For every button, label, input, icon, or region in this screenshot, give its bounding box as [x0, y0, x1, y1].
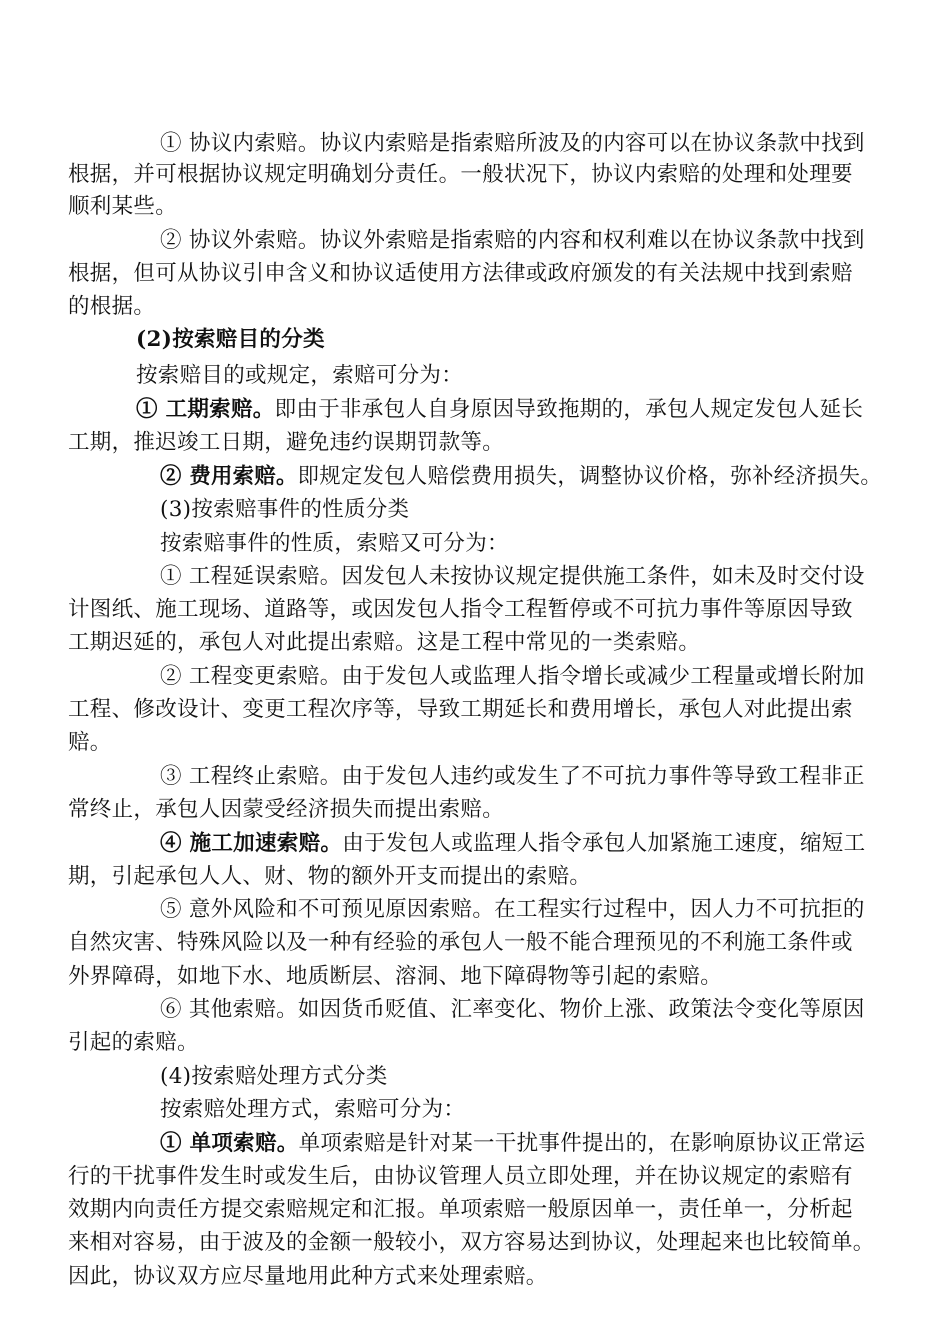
text-line [160, 563, 865, 591]
text-line [68, 863, 591, 891]
text-segment: 行的干扰事件发生时或发生后，由协议管理人员立即处理，并在协议规定的索赔有 [68, 1164, 853, 1189]
bold-text-segment: ① 工期索赔。 [136, 397, 275, 422]
text-line [68, 260, 853, 288]
text-line [68, 161, 853, 189]
text-line [68, 696, 853, 724]
bold-text-segment: (2)按索赔目的分类 [136, 327, 325, 352]
text-segment: 引起的索赔。 [68, 1030, 199, 1055]
text-line [68, 193, 177, 221]
text-line [136, 326, 325, 354]
text-line [160, 763, 865, 791]
text-segment: 常终止，承包人因蒙受经济损失而提出索赔。 [68, 797, 505, 822]
text-line [160, 463, 882, 491]
text-segment: 即由于非承包人自身原因导致拖期的，承包人规定发包人延长 [274, 397, 864, 422]
text-segment: 单项索赔是针对某一干扰事件提出的，在影响原协议正常运 [298, 1131, 866, 1156]
text-segment: 工程、修改设计、变更工程次序等，导致工期延长和费用增长，承包人对此提出索 [68, 697, 853, 722]
text-segment: 根据，但可从协议引申含义和协议适使用方法律或政府颁发的有关法规中找到索赔 [68, 261, 853, 286]
bold-text-segment: ① 单项索赔。 [160, 1131, 299, 1156]
text-line [68, 629, 700, 657]
text-segment: 按索赔事件的性质，索赔又可分为： [160, 531, 509, 556]
text-segment: ② 协议外索赔。协议外索赔是指索赔的内容和权利难以在协议条款中找到 [160, 228, 865, 253]
text-line [68, 963, 722, 991]
text-line [68, 1229, 875, 1257]
text-line [160, 996, 865, 1024]
text-segment: 效期内向责任方提交索赔规定和汇报。单项索赔一般原因单一，责任单一，分析起 [68, 1197, 853, 1222]
text-line [160, 1130, 865, 1158]
text-segment: 根据，并可根据协议规定明确划分责任。一般状况下，协议内索赔的处理和处理要 [68, 162, 853, 187]
text-segment: 来相对容易，由于波及的金额一般较小，双方容易达到协议，处理起来也比较简单。 [68, 1230, 875, 1255]
text-segment: ① 协议内索赔。协议内索赔是指索赔所波及的内容可以在协议条款中找到 [160, 131, 865, 156]
text-segment: ⑤ 意外风险和不可预见原因索赔。在工程实行过程中，因人力不可抗拒的 [160, 897, 865, 922]
text-line [68, 1029, 199, 1057]
text-line [68, 293, 155, 321]
text-line [68, 429, 504, 457]
text-line [160, 1063, 388, 1091]
text-line [68, 1196, 853, 1224]
text-segment: 由于发包人或监理人指令承包人加紧施工速度，缩短工 [342, 831, 866, 856]
text-segment: 按索赔目的或规定，索赔可分为： [136, 363, 464, 388]
text-line [160, 830, 865, 858]
text-line [160, 663, 865, 691]
text-segment: 赔。 [68, 730, 112, 755]
text-segment: 按索赔处理方式，索赔可分为： [160, 1097, 466, 1122]
text-line [68, 596, 853, 624]
text-segment: 计图纸、施工现场、道路等，或因发包人指令工程暂停或不可抗力事件等原因导致 [68, 597, 853, 622]
text-segment: 工期迟延的，承包人对此提出索赔。这是工程中常见的一类索赔。 [68, 630, 701, 655]
text-line [136, 362, 463, 390]
text-segment: ① 工程延误索赔。因发包人未按协议规定提供施工条件，如未及时交付设 [160, 564, 865, 589]
text-segment: ③ 工程终止索赔。由于发包人违约或发生了不可抗力事件等导致工程非正 [160, 764, 865, 789]
text-segment: ⑥ 其他索赔。如因货币贬值、汇率变化、物价上涨、政策法令变化等原因 [160, 997, 865, 1022]
text-line [136, 396, 863, 424]
bold-text-segment: ④ 施工加速索赔。 [160, 831, 343, 856]
text-line [160, 1096, 465, 1124]
text-line [68, 1163, 853, 1191]
text-segment: 的根据。 [68, 294, 156, 319]
text-segment: 外界障碍，如地下水、地质断层、溶洞、地下障碍物等引起的索赔。 [68, 964, 723, 989]
text-segment: (4)按索赔处理方式分类 [160, 1064, 388, 1089]
text-line [160, 130, 865, 158]
text-line [68, 796, 504, 824]
text-segment: ② 工程变更索赔。由于发包人或监理人指令增长或减少工程量或增长附加 [160, 664, 865, 689]
text-line [68, 729, 112, 757]
text-segment: 因此，协议双方应尽量地用此种方式来处理索赔。 [68, 1264, 548, 1289]
text-line [68, 929, 853, 957]
text-segment: 期，引起承包人人、财、物的额外开支而提出的索赔。 [68, 864, 592, 889]
text-line [160, 227, 865, 255]
text-line [160, 896, 865, 924]
bold-text-segment: ② 费用索赔。 [160, 464, 298, 489]
text-segment: 自然灾害、特殊风险以及一种有经验的承包人一般不能合理预见的不利施工条件或 [68, 930, 853, 955]
text-segment: 顺利某些。 [68, 194, 178, 219]
text-segment: (3)按索赔事件的性质分类 [160, 497, 410, 522]
text-line [68, 1263, 548, 1291]
text-line [160, 530, 509, 558]
text-segment: 即规定发包人赔偿费用损失，调整协议价格，弥补经济损失。 [297, 464, 882, 489]
text-segment: 工期，推迟竣工日期，避免违约误期罚款等。 [68, 430, 505, 455]
text-line [160, 496, 409, 524]
